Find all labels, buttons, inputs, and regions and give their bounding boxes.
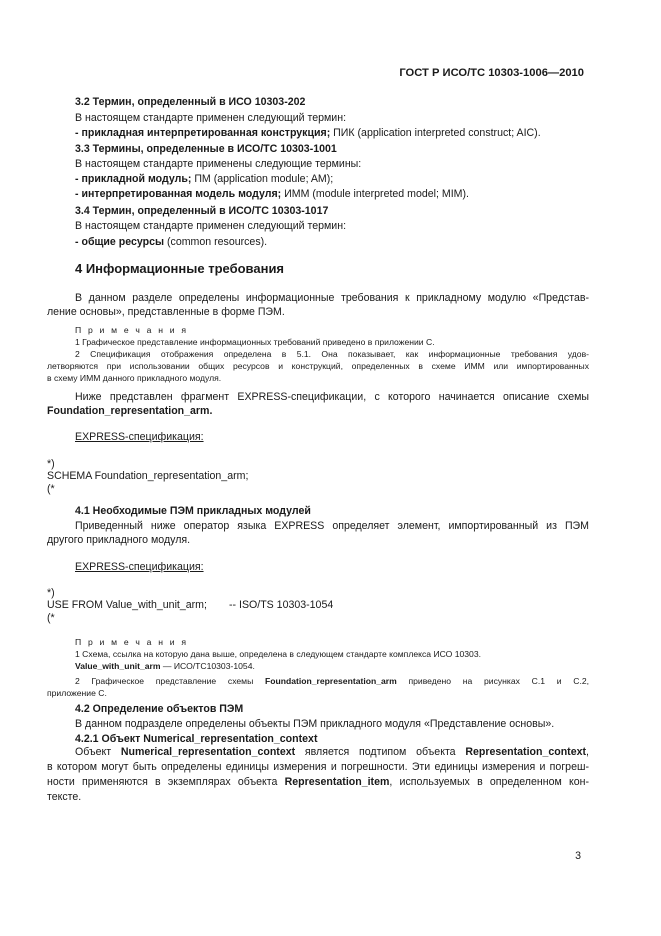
section-3-3-term-1 — [75, 172, 333, 186]
section-3-4-term — [75, 235, 267, 249]
section-3-3-term-2 — [75, 187, 469, 201]
express-open: *) — [47, 458, 55, 470]
express-open: *) — [47, 587, 55, 599]
para-text: Объект — [75, 746, 121, 758]
section-4-1-para-line-1: Приведенный ниже оператор языка EXPRESS определяет элемент, импортированный из ПЭМ — [75, 520, 589, 532]
express-schema-line: SCHEMA Foundation_representation_arm; — [47, 470, 249, 482]
section-3-3-heading: 3.3 Термины, определенные в ИСО/ТС 10303-1001 — [75, 143, 337, 155]
entity-name: Representation_item — [284, 776, 390, 788]
term-rest: ПИК (application interpreted construct; AIC). — [330, 127, 541, 139]
express-close: (* — [47, 483, 55, 495]
note-2-line-2: приложение С. — [47, 688, 107, 698]
para-text: является подтипом объекта — [295, 746, 466, 758]
note-1-line-2 — [75, 660, 255, 672]
section-4-heading: 4 Информационные требования — [75, 261, 285, 276]
para-text: , — [586, 746, 589, 758]
entity-name: Numerical_representation_context — [120, 746, 296, 758]
express-spec-label: EXPRESS-спецификация: — [75, 561, 204, 573]
term-bold: - общие ресурсы — [75, 236, 165, 248]
section-4-2-1-line-1 — [75, 745, 589, 759]
schema-ref: Foundation_representation_arm — [264, 676, 397, 686]
section-4-2-1-line-2: в котором могут быть определены единицы измерения и погрешности. Эти единицы измерения и погреш- — [47, 761, 589, 773]
term-rest: (common resources). — [164, 236, 268, 248]
para-text: ности применяются в экземплярах объекта — [47, 776, 285, 788]
term-bold: - прикладная интерпретированная конструкция; — [75, 127, 331, 139]
standard-header: ГОСТ Р ИСО/ТС 10303-1006—2010 — [399, 67, 584, 79]
term-rest: ПМ (application module; AM); — [191, 173, 334, 185]
section-3-2-term — [75, 126, 541, 140]
section-3-3-intro: В настоящем стандарте применены следующие термины: — [75, 158, 362, 170]
note-2-line-1: 2 Спецификация отображения определена в 5.1. Она показывает, как информационные требования удов- — [75, 349, 589, 359]
para-text: , используемых в определенном кон- — [389, 776, 589, 788]
section-4-para-1-line-2: ление основы», представленные в форме ПЭМ. — [47, 306, 285, 318]
note-text: приведено на рисунках С.1 и С.2, — [396, 676, 590, 686]
note-2-line-3: в схему ИММ данного прикладного модуля. — [47, 373, 222, 383]
section-4-para-1-line-1: В данном разделе определены информационные требования к прикладному модулю «Представ- — [75, 292, 589, 304]
schema-ref: Value_with_unit_arm — [75, 661, 161, 671]
note-2-line-2: летворяются при использовании общих ресурсов и конструкций, определенных в схеме ИММ или импортированных — [47, 361, 589, 371]
express-use-line: USE FROM Value_with_unit_arm; — [47, 599, 207, 611]
section-4-1-heading: 4.1 Необходимые ПЭМ прикладных модулей — [75, 505, 311, 517]
section-4-2-heading: 4.2 Определение объектов ПЭМ — [75, 703, 244, 715]
section-4-para-2-line-1: Ниже представлен фрагмент EXPRESS-спецификации, с которого начинается описание схемы — [75, 391, 589, 403]
schema-name: Foundation_representation_arm. — [47, 405, 213, 417]
entity-name: Representation_context — [465, 746, 587, 758]
note-2-line-1 — [75, 675, 589, 687]
section-3-4-intro: В настоящем стандарте применен следующий термин: — [75, 220, 347, 232]
term-rest: ИММ (module interpreted model; MIM). — [281, 188, 469, 200]
schema-ref-rest: — ИСО/ТС10303-1054. — [160, 661, 255, 671]
section-3-2-intro: В настоящем стандарте применен следующий термин: — [75, 112, 347, 124]
notes-label: П р и м е ч а н и я — [75, 325, 189, 335]
term-bold: - прикладной модуль; — [75, 173, 192, 185]
page-number: 3 — [575, 850, 581, 862]
section-3-4-heading: 3.4 Термин, определенный в ИСО/ТС 10303-1017 — [75, 205, 329, 217]
section-4-2-1-line-3 — [47, 775, 589, 789]
express-close: (* — [47, 612, 55, 624]
term-bold: - интерпретированная модель модуля; — [75, 188, 282, 200]
section-4-2-para: В данном подразделе определены объекты ПЭМ прикладного модуля «Представление основы». — [75, 718, 555, 730]
note-text: 2 Графическое представление схемы — [75, 676, 265, 686]
express-spec-label: EXPRESS-спецификация: — [75, 431, 204, 443]
notes-label: П р и м е ч а н и я — [75, 637, 189, 647]
section-3-2-heading: 3.2 Термин, определенный в ИСО 10303-202 — [75, 96, 306, 108]
express-comment: -- ISO/TS 10303-1054 — [229, 599, 334, 611]
section-4-2-1-heading: 4.2.1 Объект Numerical_representation_context — [75, 733, 318, 745]
section-4-2-1-line-4: тексте. — [47, 791, 82, 803]
note-1-line-1: 1 Схема, ссылка на которую дана выше, определена в следующем стандарте комплекса ИСО 10303. — [75, 649, 481, 659]
section-4-1-para-line-2: другого прикладного модуля. — [47, 534, 191, 546]
note-1: 1 Графическое представление информационных требований приведено в приложении С. — [75, 337, 435, 347]
